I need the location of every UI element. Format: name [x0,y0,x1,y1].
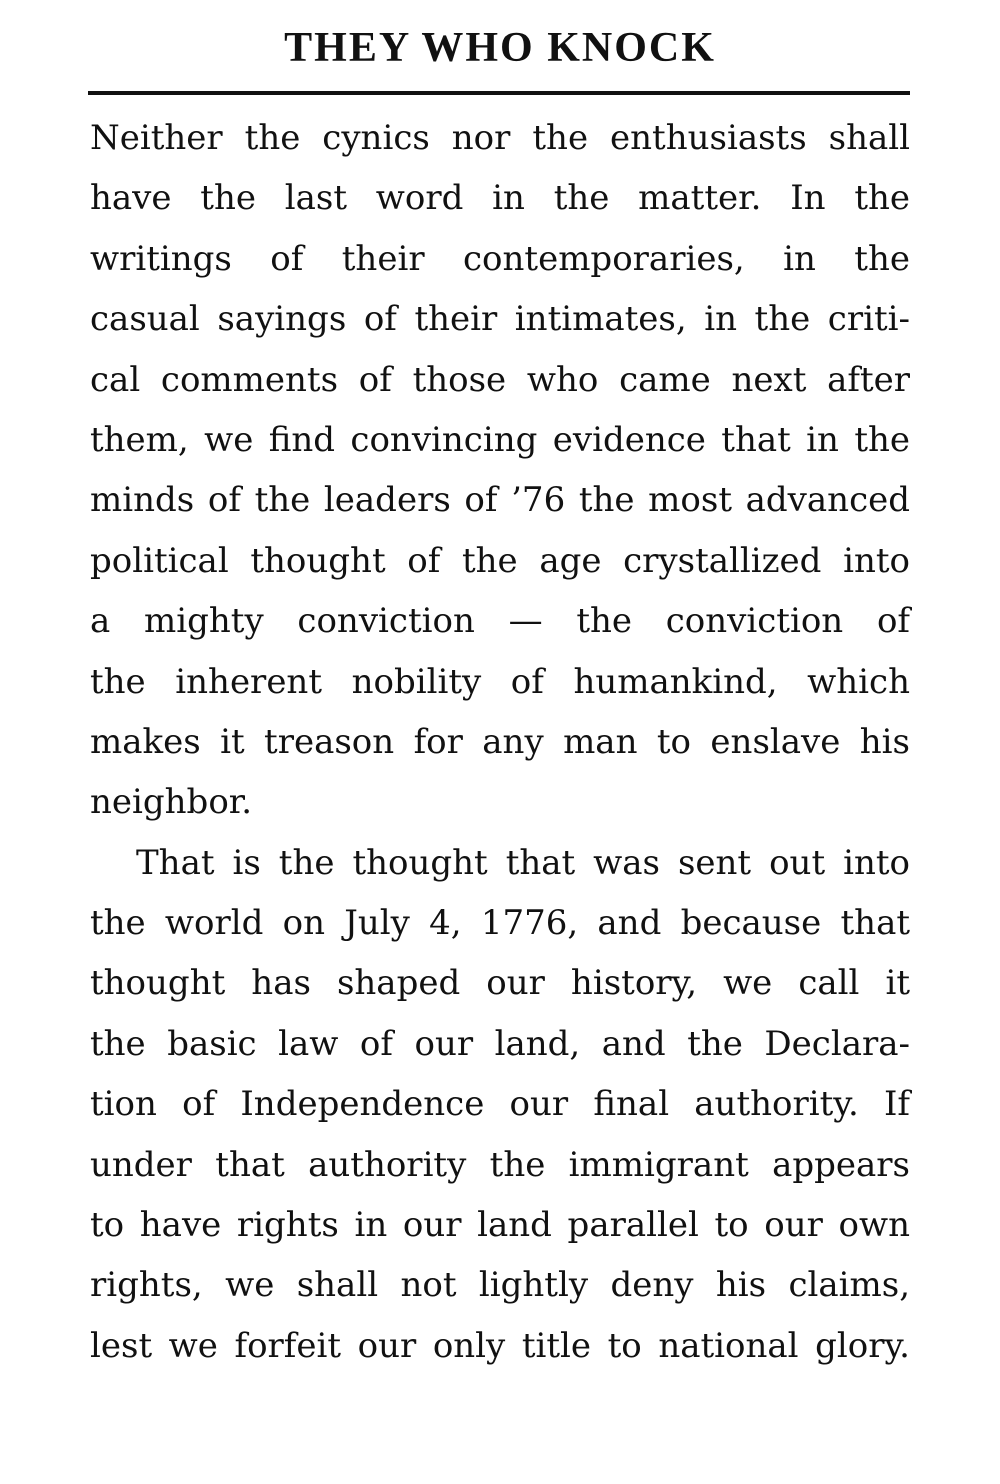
text-line: cal comments of those who came next after [90,359,910,400]
text-line: writings of their contemporaries, in the [90,238,910,279]
text-line: political thought of the age crystallized into [90,540,910,581]
text-line: have the last word in the matter. In the [90,178,910,219]
text-line: lest we forfeit our only title to national glory. [90,1325,910,1366]
text-line: thought has shaped our history, we call it [90,963,910,1004]
text-line: neighbor. [90,782,253,823]
text-line: tion of Independence our final authority. If [90,1084,910,1125]
text-line: Neither the cynics nor the enthusiasts shall [90,118,910,158]
text-line: rights, we shall not lightly deny his claims, [90,1265,910,1306]
text-line: That is the thought that was sent out into [136,842,910,883]
header-rule [88,91,910,95]
text-line: casual sayings of their intimates, in the criti- [90,299,910,340]
body-text [90,108,910,1376]
paragraph-2 [90,833,910,1377]
text-line: the inherent nobility of humankind, which [90,661,910,702]
text-line: makes it treason for any man to enslave his [90,721,910,762]
text-line: under that authority the immigrant appears [90,1144,910,1185]
paragraph-1 [90,108,910,833]
text-line: to have rights in our land parallel to our own [90,1205,910,1246]
text-line: them, we find convincing evidence that in the [90,419,910,460]
running-head: THEY WHO KNOCK [284,25,716,71]
text-line: the world on July 4, 1776, and because that [90,903,910,944]
text-line: the basic law of our land, and the Declara- [90,1023,910,1064]
text-line: a mighty conviction — the conviction of [90,601,910,642]
text-line: minds of the leaders of ’76 the most advanced [90,480,910,521]
